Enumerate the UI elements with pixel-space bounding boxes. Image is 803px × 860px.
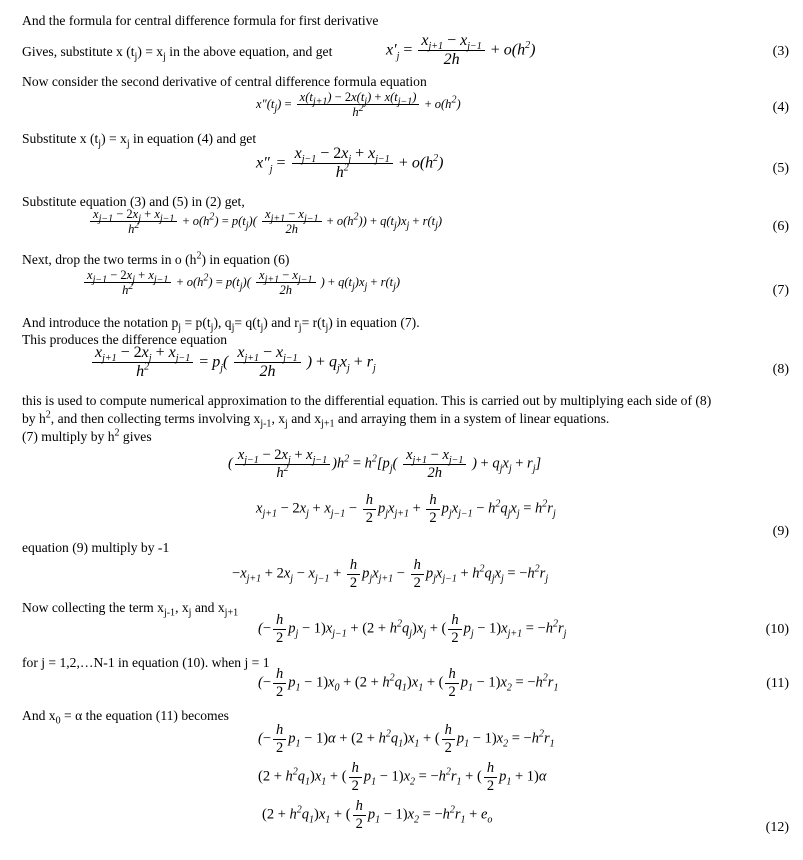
- equation-9-line-1: ( $\frac{x_{j-1} - 2x_j + x_{j-1}}{h^2}$ )$h^2 = h^2[p_j$( $\frac{x_{j+1} - x_{j-1}}{2h}$ ) + $q_jx_j + r_j$]: [228, 447, 542, 481]
- equation-number-10: (10): [765, 622, 789, 637]
- equation-number-11: (11): [766, 676, 789, 691]
- text-line-1: And the formula for central difference formula for first derivative: [22, 13, 379, 28]
- equation-12: $(2 + h^2q_1)x_1$ + ( $\frac{h}{2}$ $p_1 - 1)x_2 = -h^2r_1 + e_o$: [262, 798, 493, 832]
- equation-11-rearranged: $(2 + h^2q_1)x_1$ + ( $\frac{h}{2}$ $p_1 - 1)x_2 = -h^2r_1$ + ( $\frac{h}{2}$ $p_1 + 1)\alpha$: [258, 760, 547, 794]
- equation-8: $\frac{x_{j+1} - 2x_j + x_{j-1}}{h^2}$ = $p_j$( $\frac{x_{j+1} - x_{j-1}}{2h}$ ) + $q_jx_j + r_j$: [90, 344, 376, 382]
- paragraph-line-1: this is used to compute numerical approximation to the differential equation. This is carried out by multiplying each side of (8): [22, 393, 712, 408]
- text-line-3: Now consider the second derivative of central difference formula equation: [22, 74, 427, 89]
- equation-3: $x'_j$ = $\frac{x_{j+1} - x_{j-1}}{2h}$ + $o(h^2)$: [386, 32, 536, 69]
- equation-number-9: (9): [772, 524, 789, 539]
- text-line-12: for j = 1,2,…N-1 in equation (10). when j = 1: [22, 655, 270, 670]
- equation-7: $\frac{x_{j-1} - 2x_j + x_{j-1}}{h^2}$ + $o(h^2) = p(t_j)$( $\frac{x_{j+1} - x_{j-1}}{2h}$ ) + $q(t_j)x_j + r(t_j)$: [82, 268, 400, 298]
- text-line-5: Substitute equation (3) and (5) in (2) get,: [22, 194, 245, 209]
- paragraph-line-2: by $h^2$, and then collecting terms involving $x_{j-1}$, $x_j$ and $x_{j+1}$ and arraying them in a system of linear equations.: [22, 409, 610, 430]
- text-line-7: And introduce the notation $p_j = p(t_j)$, $q_j= q(t_j)$ and $r_j= r(t_j)$ in equation (7).: [22, 315, 420, 334]
- equation-11: (− $\frac{h}{2}$ $p_1 - 1)x_0 + (2 + h^2q_1)x_1$ + ( $\frac{h}{2}$ $p_1 - 1)x_2 = -h^2r_1$: [258, 666, 559, 700]
- text-line-9: (7) multiply by $h^2$ gives: [22, 427, 152, 444]
- text-line-11: Now collecting the term $x_{j-1}$, $x_j$ and $x_{j+1}$: [22, 600, 239, 619]
- equation-5: $x''_j$ = $\frac{x_{j-1} - 2x_j + x_{j-1}}{h^2}$ + $o(h^2)$: [256, 145, 444, 182]
- equation-number-7: (7): [772, 283, 789, 298]
- text-line-13: And $x_0 = \alpha$ the equation (11) becomes: [22, 708, 229, 727]
- equation-9-line-2: $x_{j+1} - 2x_j + x_{j-1}$ − $\frac{h}{2}$ $p_jx_{j+1}$ + $\frac{h}{2}$ $p_jx_{j-1} - h^2q_jx_j = h^2r_j$: [256, 492, 556, 526]
- equation-number-5: (5): [772, 161, 789, 176]
- text-line-2: Gives, substitute x $(t_j) = x_j$ in the above equation, and get: [22, 44, 333, 63]
- text-line-8: This produces the difference equation: [22, 332, 228, 347]
- equation-number-12: (12): [765, 820, 789, 835]
- equation-6: $\frac{x_{j-1} - 2x_j + x_{j-1}}{h^2}$ + $o(h^2) = p(t_j)$( $\frac{x_{j+1} - x_{j-1}}{2h}$ + $o(h^2)) + q(t_j)x_j + r(t_j)$: [88, 207, 442, 237]
- text-line-4: Substitute x $(t_j) = x_j$ in equation (4) and get: [22, 131, 257, 150]
- equation-number-6: (6): [772, 219, 789, 234]
- equation-11-alpha: (− $\frac{h}{2}$ $p_1 - 1)\alpha + (2 + h^2q_1)x_1$ + ( $\frac{h}{2}$ $p_1 - 1)x_2 = -h^2r_1$: [258, 722, 555, 756]
- equation-10: (− $\frac{h}{2}$ $p_j - 1)x_{j-1} + (2 + h^2q_j)x_j$ + ( $\frac{h}{2}$ $p_j - 1)x_{j+1} = -h^2r_j$: [258, 612, 567, 646]
- equation-number-8: (8): [772, 362, 789, 377]
- text-line-6: Next, drop the two terms in o $(h^2)$ in equation (6): [22, 250, 290, 267]
- equation-number-3: (3): [772, 44, 789, 59]
- equation-9-negated: $-x_{j+1} + 2x_j - x_{j-1}$ + $\frac{h}{2}$ $p_jx_{j+1}$ − $\frac{h}{2}$ $p_jx_{j-1} + h^2q_jx_j = -h^2r_j$: [232, 557, 549, 591]
- equation-number-4: (4): [772, 100, 789, 115]
- text-line-10: equation (9) multiply by -1: [22, 540, 170, 555]
- equation-4: $x''(t_j)$ = $\frac{x(t_{j+1}) - 2x(t_j) + x(t_{j-1})}{h^2}$ + $o(h^2)$: [256, 90, 461, 120]
